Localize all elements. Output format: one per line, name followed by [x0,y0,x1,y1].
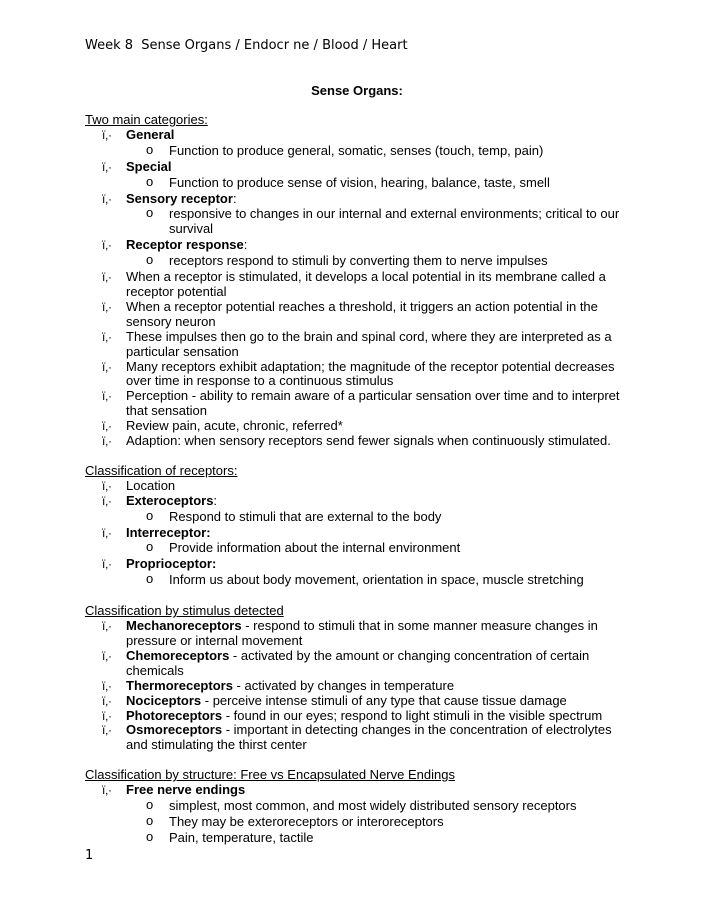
bullet-term: Photoreceptors [126,707,223,723]
page-header: Week 8 Sense Organs / Endocr ne / Blood / Heart [85,38,408,53]
bullet-item [85,619,630,649]
section-gap [85,589,630,604]
bullet-marker: ï‚· [102,478,112,493]
section-gap [85,753,630,768]
bullet-item [85,238,630,253]
bullet-text: Many receptors exhibit adaptation; the magnitude of the receptor potential decreases over time in response to a continuous stimulus [126,358,615,389]
sub-bullet-text: They may be exteroreceptors or interoreceptors [169,813,444,829]
sub-bullet-item [85,828,630,846]
sub-bullet-item [85,573,630,588]
sub-bullet-text: Function to produce sense of vision, hearing, balance, taste, smell [169,174,550,190]
bullet-item [85,434,630,449]
bullet-marker: ï‚· [102,678,112,693]
bullet-text: When a receptor is stimulated, it develops a local potential in its membrane called a receptor potential [126,269,606,299]
bullet-marker: ï‚· [102,299,112,314]
sub-bullet-marker: o [146,539,154,555]
sub-bullet-item [85,812,630,830]
sub-bullet-text: Provide information about the internal environment [169,540,461,556]
bullet-item [85,330,630,360]
sub-bullet-text: receptors respond to stimuli by converting them to nerve impulses [169,253,548,269]
bullet-term: Free nerve endings [126,782,246,798]
bullet-item [85,526,630,541]
bullet-text: Perception - ability to remain aware of a particular sensation over time and to interpret that sensation [126,388,620,419]
bullet-marker: ï‚· [102,329,112,344]
bullet-text: These impulses then go to the brain and spinal cord, where they are interpreted as a particular sensation [126,328,612,359]
section-heading: Classification of receptors: [85,462,238,478]
bullet-item [85,709,630,724]
sub-bullet-text: simplest, most common, and most widely distributed sensory receptors [169,798,577,814]
bullet-text: - activated by the amount or changing concentration of certain chemicals [126,647,590,678]
sub-bullet-text: Inform us about body movement, orientation in space, muscle stretching [169,572,584,588]
bullet-item [85,479,630,494]
bullet-item [85,783,630,798]
bullet-term: Chemoreceptors [126,647,230,663]
bullet-item [85,192,630,207]
bullet-item [85,360,630,390]
bullet-marker: ï‚· [102,191,112,206]
sub-bullet-item [85,541,630,556]
document-title: Sense Organs: [311,83,403,98]
bullet-item [85,723,630,753]
section-heading: Two main categories: [85,112,208,127]
sub-bullet-marker: o [146,571,154,587]
bullet-marker: ï‚· [102,723,112,738]
bullet-marker: ï‚· [102,127,112,142]
section-gap [85,449,630,464]
bullet-text: - important in detecting changes in the concentration of electrolytes and stimulating the thirst center [126,722,612,753]
bullet-marker: ï‚· [102,525,112,540]
sub-bullet-item [85,173,630,191]
bullet-marker: ï‚· [102,693,112,708]
bullet-text: - found in our eyes; respond to light stimuli in the visible spectrum [222,707,603,723]
bullet-text: : [213,492,218,508]
sub-bullet-text: responsive to changes in our internal and external environments; critical to our survival [169,206,620,237]
bullet-item [85,128,630,143]
bullet-item [85,679,630,694]
bullet-item [85,160,630,175]
sub-bullet-marker: o [146,507,154,523]
bullet-marker: ï‚· [102,389,112,404]
bullet-text: : [232,190,237,206]
section-heading: Classification by stimulus detected [85,603,284,619]
bullet-marker: ï‚· [102,419,112,434]
bullet-term: Interreceptor: [126,524,211,540]
sub-bullet-item [85,799,630,814]
bullet-item [85,494,630,509]
bullet-text: Location [126,477,176,493]
sub-bullet-item [85,207,630,237]
bullet-term: Special [126,158,172,174]
bullet-marker: ï‚· [102,270,112,285]
bullet-text: - respond to stimuli that in some manner measure changes in pressure or internal movement [126,618,598,648]
bullet-item [85,557,630,572]
sub-bullet-marker: o [146,828,154,844]
bullet-text: : [243,237,248,253]
bullet-marker: ï‚· [102,648,112,663]
sub-bullet-marker: o [146,173,154,189]
bullet-term: Exteroceptors [126,492,214,508]
sub-bullet-marker: o [146,797,154,813]
sub-bullet-text: Respond to stimuli that are external to the body [169,508,442,524]
bullet-marker: ï‚· [102,708,112,723]
sub-bullet-item [85,507,630,525]
bullet-item [85,694,630,709]
bullet-text: When a receptor potential reaches a threshold, it triggers an action potential in the sensory neuron [126,298,598,329]
bullet-text: - activated by changes in temperature [232,677,455,693]
document-body [85,113,630,847]
bullet-item [85,649,630,679]
bullet-marker: ï‚· [102,557,112,572]
section-heading: Classification by structure: Free vs Encapsulated Nerve Endings [85,767,455,783]
bullet-marker: ï‚· [102,434,112,449]
bullet-term: Nociceptors [126,692,202,708]
sub-bullet-marker: o [146,205,154,221]
bullet-term: Mechanoreceptors [126,618,242,634]
bullet-marker: ï‚· [102,493,112,508]
bullet-text: - perceive intense stimuli of any type that cause tissue damage [201,692,567,708]
bullet-marker: ï‚· [102,359,112,374]
sub-bullet-text: Function to produce general, somatic, senses (touch, temp, pain) [169,142,544,158]
bullet-item [85,270,630,300]
sub-bullet-item [85,141,630,159]
bullet-term: Proprioceptor: [126,556,217,572]
bullet-term: General [126,126,175,142]
bullet-item [85,419,630,434]
bullet-marker: ï‚· [102,159,112,174]
sub-bullet-marker: o [146,141,154,157]
bullet-text: Review pain, acute, chronic, referred* [126,418,343,434]
bullet-item [85,300,630,330]
bullet-term: Osmoreceptors [126,722,223,738]
bullet-marker: ï‚· [102,783,112,798]
bullet-marker: ï‚· [102,619,112,634]
page-number: 1 [85,848,94,863]
bullet-term: Receptor response [126,237,244,253]
bullet-term: Sensory receptor [126,190,233,206]
bullet-text: Adaption: when sensory receptors send fewer signals when continuously stimulated. [126,433,611,449]
sub-bullet-item [85,254,630,269]
bullet-item [85,389,630,419]
bullet-term: Thermoreceptors [126,677,233,693]
sub-bullet-marker: o [146,252,154,268]
bullet-marker: ï‚· [102,238,112,253]
sub-bullet-marker: o [146,812,154,828]
sub-bullet-text: Pain, temperature, tactile [169,829,314,845]
